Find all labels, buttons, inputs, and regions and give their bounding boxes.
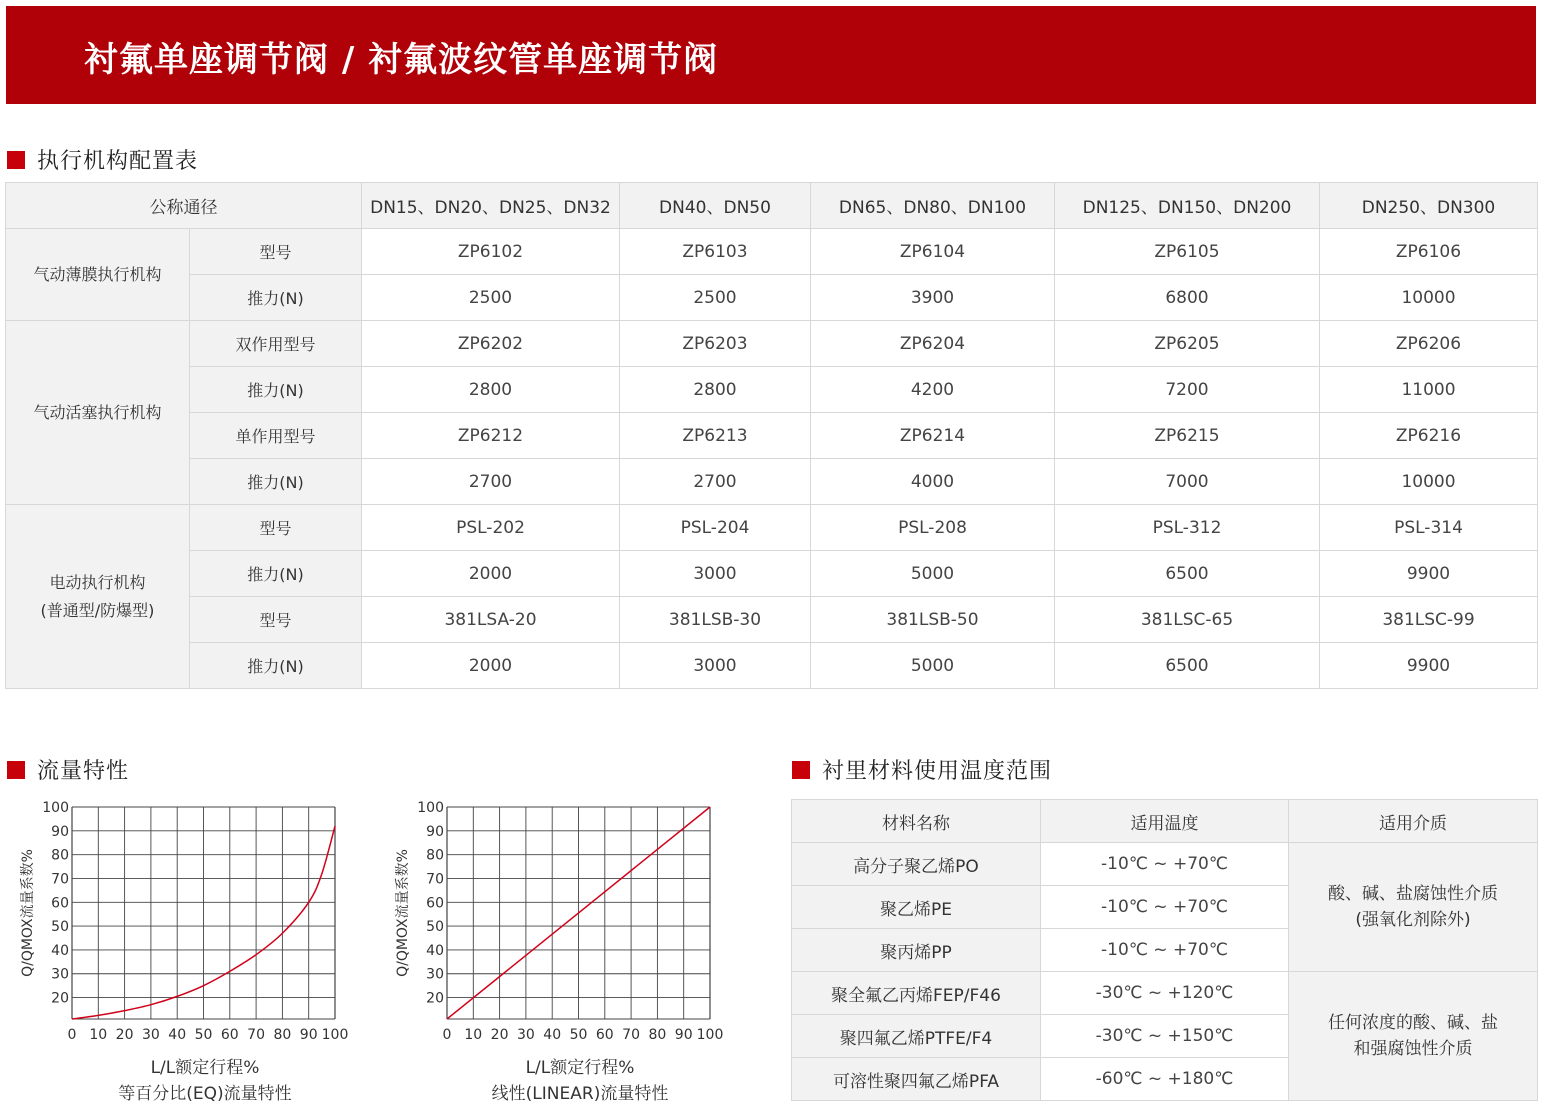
section-marker-icon xyxy=(7,151,25,169)
x-tick-label: 0 xyxy=(67,1027,77,1043)
table-header-row xyxy=(792,800,1538,843)
section-marker-icon xyxy=(792,761,810,779)
table-cell: ZP6205 xyxy=(1055,321,1320,367)
table-row xyxy=(6,459,1538,505)
section-marker-icon xyxy=(7,761,25,779)
y-tick-label: 60 xyxy=(51,895,69,912)
x-tick-label: 50 xyxy=(569,1027,588,1043)
flow-chart-linear-caption xyxy=(445,1055,715,1107)
table-cell: 6500 xyxy=(1055,551,1320,597)
table-cell: ZP6213 xyxy=(620,413,811,459)
table-cell: ZP6103 xyxy=(620,229,811,275)
y-tick-label: 30 xyxy=(426,966,444,983)
x-tick-label: 90 xyxy=(299,1027,318,1043)
table-cell: 9900 xyxy=(1320,643,1538,689)
lining-material-table xyxy=(791,799,1538,1101)
y-tick-label: 50 xyxy=(426,919,444,936)
material-name-cell: 高分子聚乙烯PO xyxy=(792,843,1041,886)
y-axis-label: Q/QMOX流量系数% xyxy=(20,849,36,977)
x-tick-label: 80 xyxy=(273,1027,292,1043)
x-tick-label: 10 xyxy=(89,1027,108,1043)
table-cell: ZP6202 xyxy=(362,321,620,367)
table-cell: 3000 xyxy=(620,551,811,597)
title-banner xyxy=(6,6,1536,104)
row-label: 推力(N) xyxy=(190,367,362,413)
medium-line: 酸、碱、盐腐蚀性介质 xyxy=(1328,884,1498,904)
header-cell-diameter: DN40、DN50 xyxy=(620,183,811,229)
table-cell: 2700 xyxy=(620,459,811,505)
y-tick-label: 30 xyxy=(51,966,69,983)
group-cell-actuator-type xyxy=(6,321,190,505)
y-tick-label: 80 xyxy=(51,847,69,864)
table-cell: 381LSB-50 xyxy=(811,597,1055,643)
material-name-cell: 可溶性聚四氟乙烯PFA xyxy=(792,1058,1041,1101)
y-tick-label: 40 xyxy=(426,942,444,959)
table-cell: ZP6105 xyxy=(1055,229,1320,275)
temperature-cell: -30℃ ~ +120℃ xyxy=(1041,972,1289,1015)
table-row xyxy=(792,843,1538,886)
table-cell: 2500 xyxy=(362,275,620,321)
table-cell: 3000 xyxy=(620,643,811,689)
table-cell: 381LSB-30 xyxy=(620,597,811,643)
table-cell: ZP6106 xyxy=(1320,229,1538,275)
table-cell: 2000 xyxy=(362,551,620,597)
x-tick-label: 40 xyxy=(168,1027,187,1043)
table-row xyxy=(792,972,1538,1015)
flow-chart-eq-title: 等百分比(EQ)流量特性 xyxy=(118,1084,292,1104)
table-cell: 2500 xyxy=(620,275,811,321)
table-cell: 381LSC-65 xyxy=(1055,597,1320,643)
header-cell-nominal-diameter: 公称通径 xyxy=(6,183,362,229)
row-label: 型号 xyxy=(190,229,362,275)
table-cell: 2800 xyxy=(362,367,620,413)
flow-chart-eq-caption xyxy=(70,1055,340,1107)
table-row xyxy=(6,229,1538,275)
table-row xyxy=(6,643,1538,689)
table-cell: ZP6214 xyxy=(811,413,1055,459)
table-cell: 3900 xyxy=(811,275,1055,321)
x-tick-label: 30 xyxy=(141,1027,160,1043)
table-cell: 10000 xyxy=(1320,275,1538,321)
y-tick-label: 90 xyxy=(51,823,69,840)
medium-line: 任何浓度的酸、碱、盐 xyxy=(1328,1013,1498,1033)
y-tick-label: 40 xyxy=(51,942,69,959)
group-cell-actuator-type xyxy=(6,229,190,321)
temperature-cell: -10℃ ~ +70℃ xyxy=(1041,929,1289,972)
row-label: 型号 xyxy=(190,505,362,551)
header-cell-diameter: DN250、DN300 xyxy=(1320,183,1538,229)
table-row xyxy=(6,413,1538,459)
table-cell: PSL-202 xyxy=(362,505,620,551)
table-cell: PSL-314 xyxy=(1320,505,1538,551)
table-row xyxy=(6,321,1538,367)
temperature-cell: -60℃ ~ +180℃ xyxy=(1041,1058,1289,1101)
y-tick-label: 20 xyxy=(426,990,444,1007)
x-tick-label: 10 xyxy=(464,1027,483,1043)
table-row xyxy=(6,505,1538,551)
material-name-cell: 聚丙烯PP xyxy=(792,929,1041,972)
section-flow-heading: 流量特性 xyxy=(7,754,129,785)
medium-line: 和强腐蚀性介质 xyxy=(1353,1039,1473,1059)
row-label: 单作用型号 xyxy=(190,413,362,459)
table-cell: 2800 xyxy=(620,367,811,413)
table-cell: 5000 xyxy=(811,551,1055,597)
x-tick-label: 100 xyxy=(321,1027,349,1043)
x-tick-label: 20 xyxy=(490,1027,509,1043)
table-cell: ZP6102 xyxy=(362,229,620,275)
table-cell: 6500 xyxy=(1055,643,1320,689)
header-cell: 适用介质 xyxy=(1289,800,1538,843)
table-cell: ZP6104 xyxy=(811,229,1055,275)
y-tick-label: 90 xyxy=(426,823,444,840)
table-cell: 6800 xyxy=(1055,275,1320,321)
table-cell: ZP6216 xyxy=(1320,413,1538,459)
table-cell: 5000 xyxy=(811,643,1055,689)
x-tick-label: 60 xyxy=(220,1027,239,1043)
temperature-cell: -10℃ ~ +70℃ xyxy=(1041,886,1289,929)
row-label: 双作用型号 xyxy=(190,321,362,367)
table-row xyxy=(6,275,1538,321)
flow-chart-linear-svg xyxy=(385,795,730,1050)
y-tick-label: 100 xyxy=(42,800,69,816)
table-cell: 381LSA-20 xyxy=(362,597,620,643)
y-tick-label: 70 xyxy=(51,871,69,888)
material-name-cell: 聚四氟乙烯PTFE/F4 xyxy=(792,1015,1041,1058)
flow-chart-linear xyxy=(385,795,730,1054)
material-name-cell: 聚全氟乙丙烯FEP/F46 xyxy=(792,972,1041,1015)
table-cell: 7200 xyxy=(1055,367,1320,413)
table-row xyxy=(6,597,1538,643)
section-actuator-heading: 执行机构配置表 xyxy=(7,144,198,175)
table-cell: 2000 xyxy=(362,643,620,689)
x-tick-label: 100 xyxy=(696,1027,724,1043)
table-cell: 4000 xyxy=(811,459,1055,505)
flow-chart-eq-svg xyxy=(10,795,355,1050)
x-tick-label: 60 xyxy=(595,1027,614,1043)
flow-chart-eq-xlabel: L/L额定行程% xyxy=(150,1058,260,1078)
row-label: 型号 xyxy=(190,597,362,643)
x-tick-label: 30 xyxy=(516,1027,535,1043)
x-tick-label: 0 xyxy=(442,1027,452,1043)
medium-cell xyxy=(1289,972,1538,1101)
table-row xyxy=(6,367,1538,413)
group-name-line: 气动活塞执行机构 xyxy=(33,402,162,422)
flow-chart-eq xyxy=(10,795,355,1054)
table-cell: PSL-208 xyxy=(811,505,1055,551)
page-title: 衬氟单座调节阀 / 衬氟波纹管单座调节阀 xyxy=(84,40,719,80)
group-name-line: 气动薄膜执行机构 xyxy=(33,264,162,284)
y-tick-label: 100 xyxy=(417,800,444,816)
table-header-row xyxy=(6,183,1538,229)
header-cell-diameter: DN15、DN20、DN25、DN32 xyxy=(362,183,620,229)
actuator-config-table xyxy=(5,182,1538,689)
header-cell: 适用温度 xyxy=(1041,800,1289,843)
header-cell-diameter: DN65、DN80、DN100 xyxy=(811,183,1055,229)
row-label: 推力(N) xyxy=(190,643,362,689)
flow-chart-linear-xlabel: L/L额定行程% xyxy=(525,1058,635,1078)
table-cell: PSL-312 xyxy=(1055,505,1320,551)
group-name-line: (普通型/防爆型) xyxy=(40,600,155,620)
header-cell-diameter: DN125、DN150、DN200 xyxy=(1055,183,1320,229)
table-cell: ZP6204 xyxy=(811,321,1055,367)
table-cell: 9900 xyxy=(1320,551,1538,597)
table-cell: PSL-204 xyxy=(620,505,811,551)
y-tick-label: 20 xyxy=(51,990,69,1007)
table-cell: 4200 xyxy=(811,367,1055,413)
group-name-line: 电动执行机构 xyxy=(49,572,146,592)
table-cell: 10000 xyxy=(1320,459,1538,505)
header-cell: 材料名称 xyxy=(792,800,1041,843)
row-label: 推力(N) xyxy=(190,551,362,597)
row-label: 推力(N) xyxy=(190,459,362,505)
x-tick-label: 20 xyxy=(115,1027,134,1043)
x-tick-label: 70 xyxy=(247,1027,266,1043)
section-lining-heading: 衬里材料使用温度范围 xyxy=(792,754,1052,785)
table-row xyxy=(6,551,1538,597)
x-tick-label: 40 xyxy=(543,1027,562,1043)
y-axis-label: Q/QMOX流量系数% xyxy=(395,849,411,977)
x-tick-label: 90 xyxy=(674,1027,693,1043)
x-tick-label: 80 xyxy=(648,1027,667,1043)
y-tick-label: 70 xyxy=(426,871,444,888)
table-cell: 2700 xyxy=(362,459,620,505)
table-cell: ZP6206 xyxy=(1320,321,1538,367)
material-name-cell: 聚乙烯PE xyxy=(792,886,1041,929)
table-cell: 11000 xyxy=(1320,367,1538,413)
table-cell: 7000 xyxy=(1055,459,1320,505)
table-cell: ZP6212 xyxy=(362,413,620,459)
medium-cell xyxy=(1289,843,1538,972)
y-tick-label: 60 xyxy=(426,895,444,912)
table-cell: 381LSC-99 xyxy=(1320,597,1538,643)
row-label: 推力(N) xyxy=(190,275,362,321)
y-tick-label: 50 xyxy=(51,919,69,936)
flow-chart-linear-title: 线性(LINEAR)流量特性 xyxy=(491,1084,669,1104)
table-cell: ZP6215 xyxy=(1055,413,1320,459)
temperature-cell: -10℃ ~ +70℃ xyxy=(1041,843,1289,886)
table-cell: ZP6203 xyxy=(620,321,811,367)
group-cell-actuator-type xyxy=(6,505,190,689)
x-tick-label: 70 xyxy=(622,1027,641,1043)
medium-line: (强氧化剂除外) xyxy=(1355,910,1471,930)
x-tick-label: 50 xyxy=(194,1027,213,1043)
y-tick-label: 80 xyxy=(426,847,444,864)
temperature-cell: -30℃ ~ +150℃ xyxy=(1041,1015,1289,1058)
